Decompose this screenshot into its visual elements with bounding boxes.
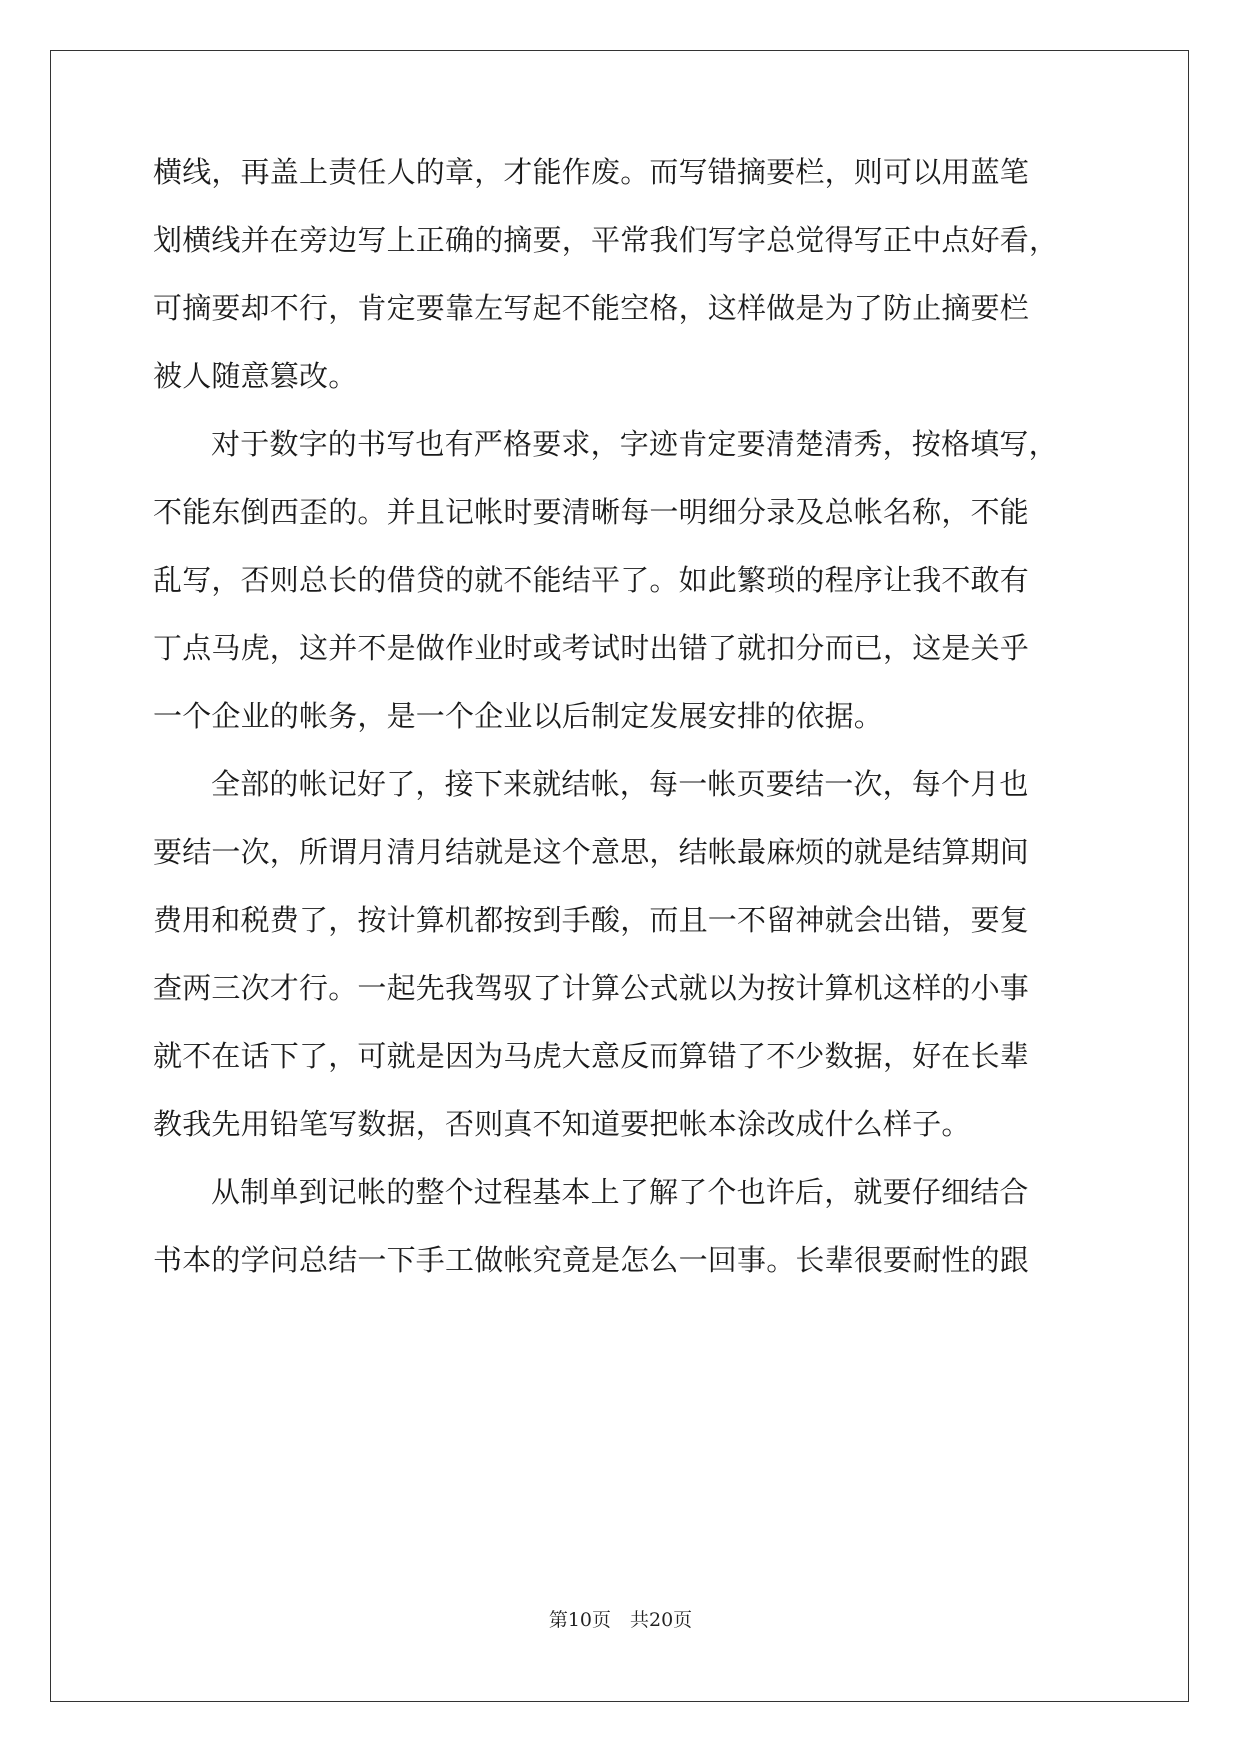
paragraph-first-line: 对于数字的书写也有严格要求，字迹肯定要清楚清秀，按格填写， bbox=[211, 427, 1058, 461]
text-line: 被人随意篡改。 bbox=[153, 359, 358, 393]
text-line: 乱写，否则总长的借贷的就不能结平了。如此繁琐的程序让我不敢有 bbox=[153, 563, 1030, 597]
text-line: 丁点马虎，这并不是做作业时或考试时出错了就扣分而已，这是关乎 bbox=[153, 631, 1030, 665]
text-line: 书本的学问总结一下手工做帐究竟是怎么一回事。长辈很要耐性的跟 bbox=[153, 1243, 1030, 1277]
text-line: 横线，再盖上责任人的章，才能作废。而写错摘要栏，则可以用蓝笔 bbox=[153, 155, 1030, 189]
text-line: 可摘要却不行，肯定要靠左写起不能空格，这样做是为了防止摘要栏 bbox=[153, 291, 1030, 325]
paragraph-first-line: 从制单到记帐的整个过程基本上了解了个也许后，就要仔细结合 bbox=[211, 1175, 1029, 1209]
text-line: 费用和税费了，按计算机都按到手酸，而且一不留神就会出错，要复 bbox=[153, 903, 1030, 937]
paragraph-first-line: 全部的帐记好了，接下来就结帐，每一帐页要结一次，每个月也 bbox=[211, 767, 1029, 801]
text-line: 教我先用铅笔写数据，否则真不知道要把帐本涂改成什么样子。 bbox=[153, 1107, 971, 1141]
text-line: 要结一次，所谓月清月结就是这个意思，结帐最麻烦的就是结算期间 bbox=[153, 835, 1030, 869]
text-line: 不能东倒西歪的。并且记帐时要清晰每一明细分录及总帐名称，不能 bbox=[153, 495, 1030, 529]
page-number-footer: 第10页 共20页 bbox=[548, 1609, 693, 1631]
text-line: 一个企业的帐务，是一个企业以后制定发展安排的依据。 bbox=[153, 699, 884, 733]
text-line: 划横线并在旁边写上正确的摘要，平常我们写字总觉得写正中点好看， bbox=[153, 223, 1059, 257]
text-line: 就不在话下了，可就是因为马虎大意反而算错了不少数据，好在长辈 bbox=[153, 1039, 1030, 1073]
text-line: 查两三次才行。一起先我驾驭了计算公式就以为按计算机这样的小事 bbox=[153, 971, 1030, 1005]
